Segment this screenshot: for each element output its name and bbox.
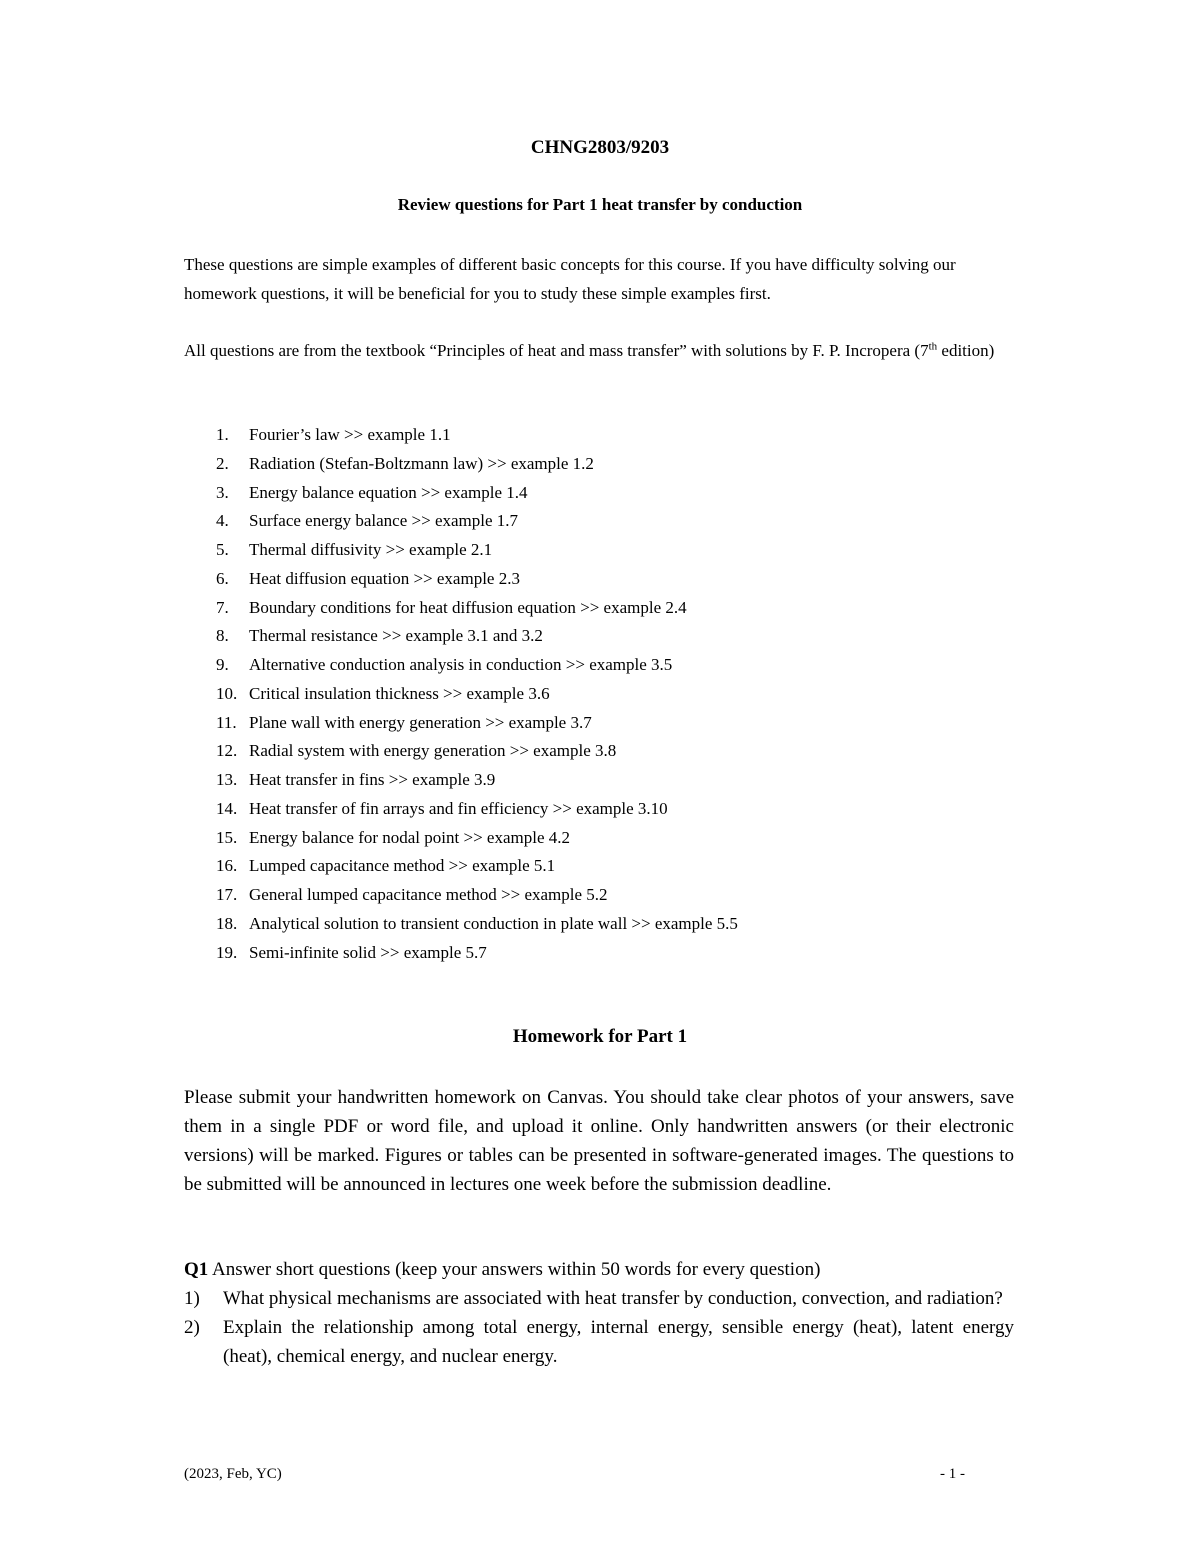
course-code: CHNG2803/9203 bbox=[530, 137, 670, 158]
list-item-text: Plane wall with energy generation >> example 3.7 bbox=[249, 712, 592, 732]
list-item-number: 18. bbox=[216, 913, 238, 933]
list-item-number: 6. bbox=[216, 568, 229, 588]
list-item bbox=[216, 766, 1016, 795]
q1-label: Q1 bbox=[184, 1259, 209, 1280]
list-item-number: 19. bbox=[216, 942, 238, 962]
list-item bbox=[216, 565, 1016, 594]
question-number: 2) bbox=[184, 1317, 200, 1338]
question-item bbox=[184, 1284, 1014, 1313]
list-item-text: Fourier’s law >> example 1.1 bbox=[249, 425, 451, 444]
homework-title: Homework for Part 1 bbox=[512, 1026, 688, 1047]
list-item-text: Energy balance for nodal point >> example 4.2 bbox=[249, 827, 570, 847]
list-item-number: 15. bbox=[216, 827, 238, 847]
question-text: What physical mechanisms are associated with heat transfer by conduction, convection, and radiation? bbox=[223, 1288, 1003, 1309]
list-item-text: Radiation (Stefan-Boltzmann law) >> example 1.2 bbox=[249, 453, 594, 473]
list-item bbox=[216, 910, 1016, 939]
list-item bbox=[216, 709, 1016, 738]
list-item bbox=[216, 795, 1016, 824]
question-number: 1) bbox=[184, 1288, 200, 1309]
list-item-text: Analytical solution to transient conduction in plate wall >> example 5.5 bbox=[249, 913, 738, 933]
list-item-text: Thermal resistance >> example 3.1 and 3.2 bbox=[249, 626, 543, 646]
list-item-number: 7. bbox=[216, 597, 229, 617]
list-item-text: Lumped capacitance method >> example 5.1 bbox=[249, 856, 556, 876]
list-item bbox=[216, 450, 1016, 479]
list-item-number: 10. bbox=[216, 683, 238, 703]
list-item bbox=[216, 479, 1016, 508]
list-item-number: 9. bbox=[216, 655, 229, 674]
list-item-text: Surface energy balance >> example 1.7 bbox=[249, 511, 519, 531]
list-item-number: 8. bbox=[216, 626, 229, 646]
list-item bbox=[216, 680, 1016, 709]
source-paragraph bbox=[184, 336, 1018, 365]
edition-superscript: th bbox=[928, 340, 938, 353]
list-item bbox=[216, 881, 1016, 910]
list-item-text: Heat transfer in fins >> example 3.9 bbox=[249, 770, 496, 789]
intro-paragraph: These questions are simple examples of different basic concepts for this course. If you have difficulty solving our homework questions, it will be beneficial for you to study these simple examples first. bbox=[184, 255, 956, 303]
list-item-number: 2. bbox=[216, 453, 229, 473]
list-item-text: Heat diffusion equation >> example 2.3 bbox=[249, 568, 520, 588]
list-item-number: 12. bbox=[216, 741, 238, 761]
list-item-text: General lumped capacitance method >> example 5.2 bbox=[249, 885, 608, 904]
homework-instructions: Please submit your handwritten homework on Canvas. You should take clear photos of your answers, save them in a single PDF or word file, and upload it online. Only handwritten answers (or their electronic versions) will be marked. Figures or tables can be presented in software-generated images. The questions to be submitted will be announced in lectures one week before the submission deadline. bbox=[184, 1087, 1014, 1195]
list-item-number: 16. bbox=[216, 856, 238, 876]
question-text: Explain the relationship among total energy, internal energy, sensible energy (heat), latent energy (heat), chemical energy, and nuclear energy. bbox=[223, 1317, 1014, 1367]
list-item bbox=[216, 651, 1016, 680]
list-item-number: 13. bbox=[216, 770, 238, 789]
list-item-number: 4. bbox=[216, 511, 229, 531]
list-item bbox=[216, 421, 1016, 450]
page-number: - 1 - bbox=[940, 1466, 965, 1482]
list-item bbox=[216, 594, 1016, 623]
list-item-text: Critical insulation thickness >> example 3.6 bbox=[249, 683, 550, 703]
list-item bbox=[216, 622, 1016, 651]
list-item-text: Energy balance equation >> example 1.4 bbox=[249, 482, 528, 502]
list-item-text: Heat transfer of fin arrays and fin efficiency >> example 3.10 bbox=[249, 798, 668, 818]
list-item-number: 3. bbox=[216, 482, 229, 502]
list-item-number: 17. bbox=[216, 885, 238, 904]
footer-date: (2023, Feb, YC) bbox=[184, 1466, 282, 1482]
list-item bbox=[216, 824, 1016, 853]
list-item bbox=[216, 737, 1016, 766]
list-item-text: Semi-infinite solid >> example 5.7 bbox=[249, 942, 487, 962]
question-item bbox=[184, 1313, 1014, 1371]
list-item-text: Alternative conduction analysis in conduction >> example 3.5 bbox=[249, 655, 673, 674]
list-item bbox=[216, 536, 1016, 565]
review-title: Review questions for Part 1 heat transfer by conduction bbox=[397, 195, 803, 214]
list-item-number: 1. bbox=[216, 425, 229, 444]
source-text: All questions are from the textbook “Principles of heat and mass transfer” with solutions by F. P. Incropera (7 bbox=[184, 341, 929, 360]
review-question-list bbox=[216, 421, 1016, 967]
list-item-text: Radial system with energy generation >> example 3.8 bbox=[249, 741, 617, 761]
list-item bbox=[216, 507, 1016, 536]
list-item bbox=[216, 852, 1016, 881]
list-item-number: 11. bbox=[216, 712, 237, 732]
list-item-text: Boundary conditions for heat diffusion equation >> example 2.4 bbox=[249, 597, 687, 617]
q1-heading bbox=[184, 1255, 1014, 1284]
list-item-number: 5. bbox=[216, 540, 229, 559]
list-item bbox=[216, 939, 1016, 968]
list-item-number: 14. bbox=[216, 798, 238, 818]
short-question-list bbox=[184, 1284, 1014, 1371]
source-text-end: edition) bbox=[937, 341, 995, 360]
list-item-text: Thermal diffusivity >> example 2.1 bbox=[249, 540, 493, 559]
q1-text: Answer short questions (keep your answers within 50 words for every question) bbox=[208, 1259, 821, 1280]
